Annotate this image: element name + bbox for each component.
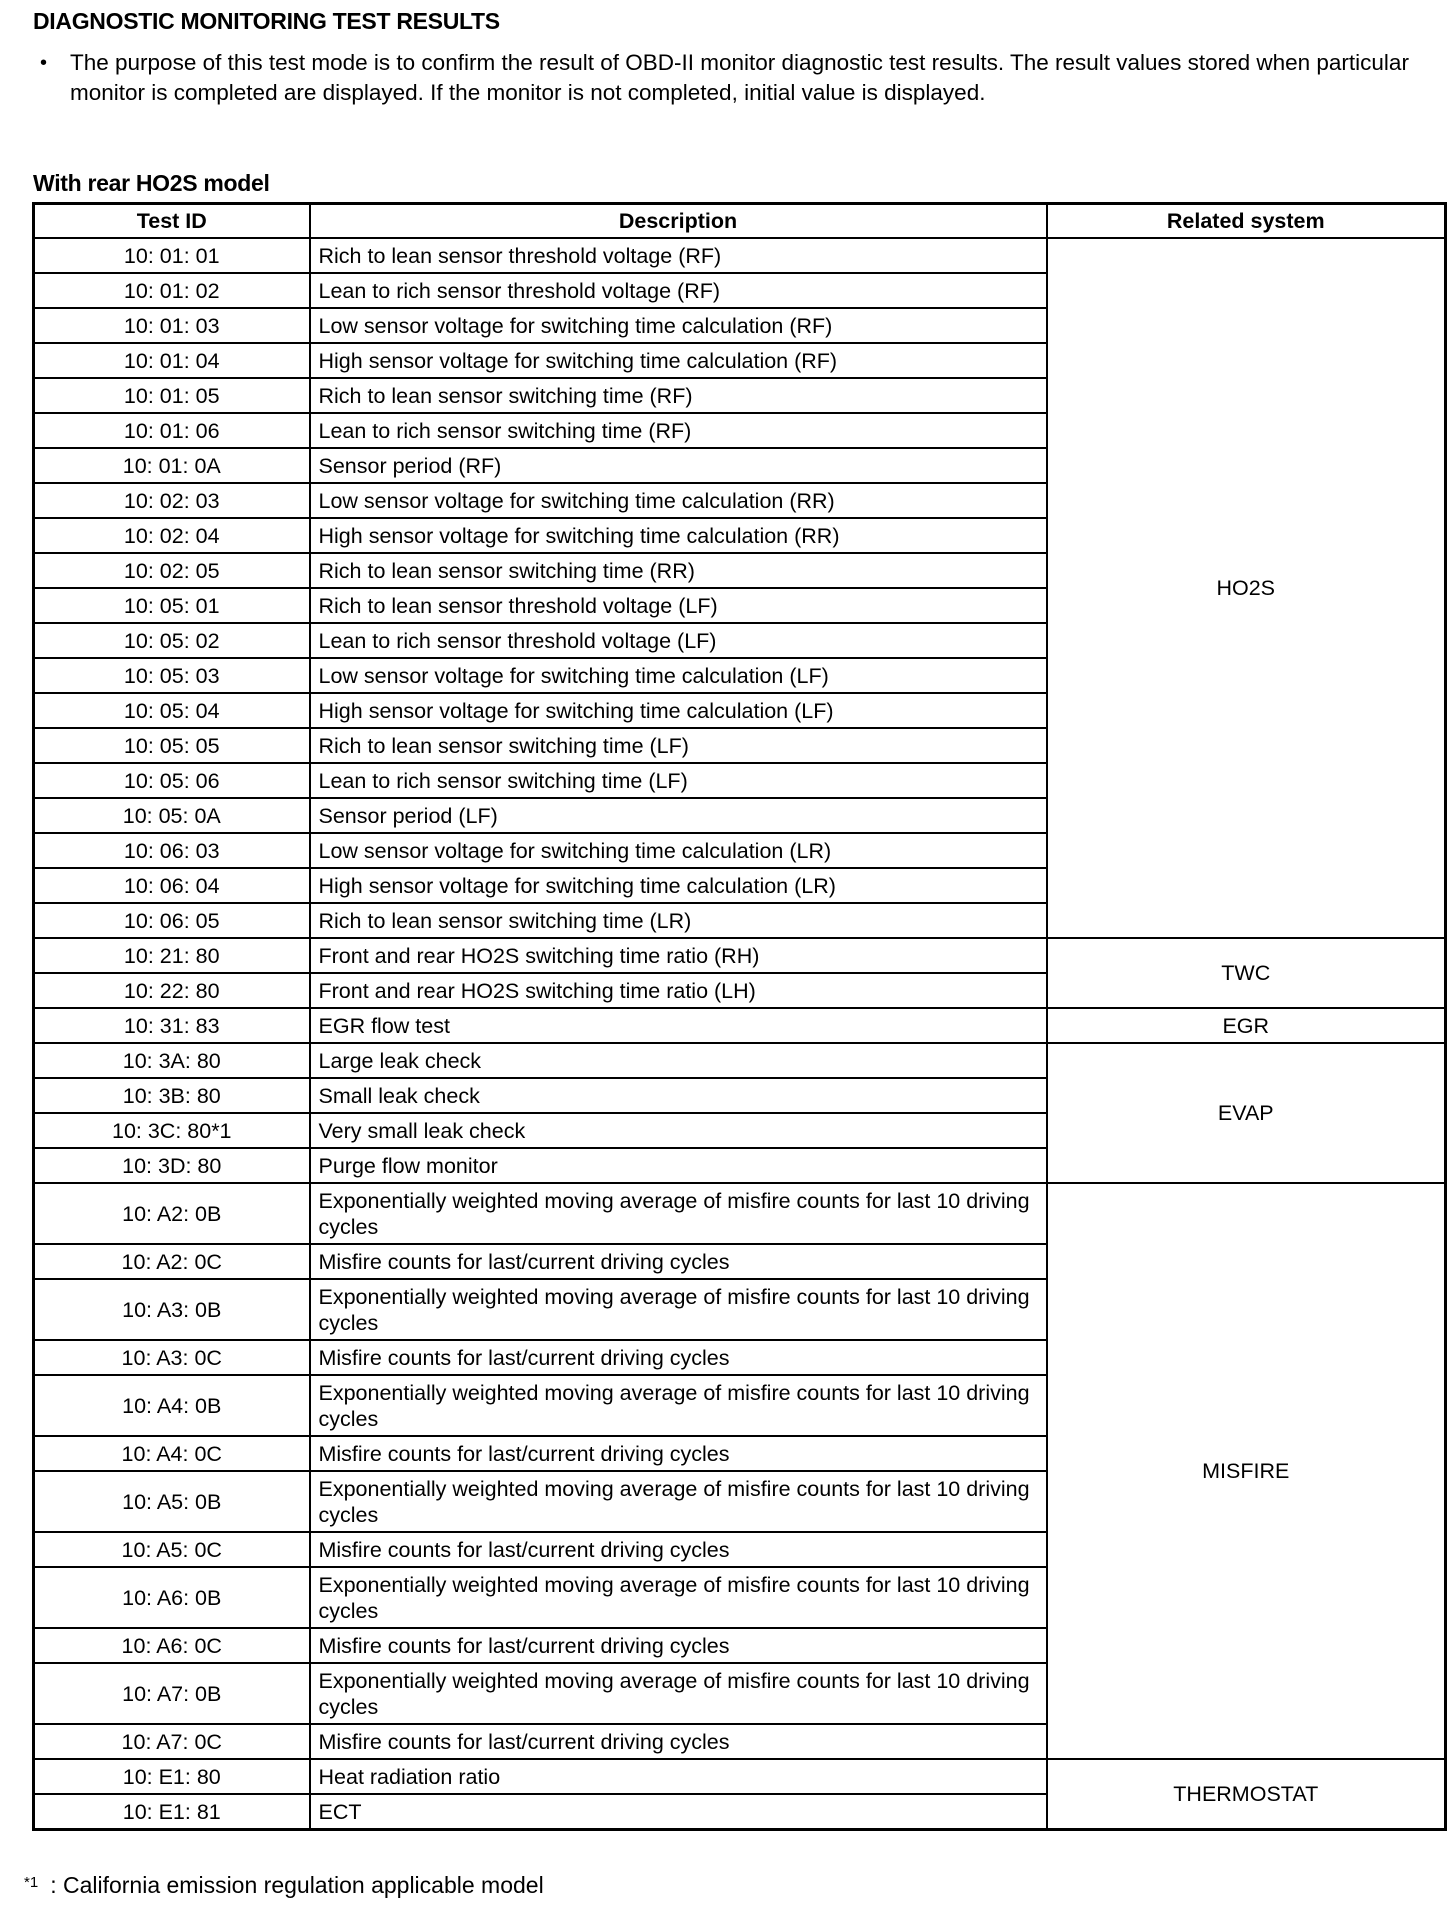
description-cell: EGR flow test (310, 1008, 1047, 1043)
table-row (34, 238, 1446, 273)
test-id-cell: 10: 05: 01 (34, 588, 310, 623)
test-id-cell: 10: 3C: 80*1 (34, 1113, 310, 1148)
test-id-cell: 10: 01: 03 (34, 308, 310, 343)
header-description: Description (310, 204, 1047, 239)
description-cell: Sensor period (LF) (310, 798, 1047, 833)
description-cell: Rich to lean sensor switching time (LF) (310, 728, 1047, 763)
table-row (34, 1043, 1446, 1078)
description-cell: Misfire counts for last/current driving cycles (310, 1244, 1047, 1279)
intro-text: The purpose of this test mode is to confirm the result of OBD-II monitor diagnostic test results. The result values stored when particular monitor is completed are displayed. If the monitor is not completed, initial value is displayed. (70, 50, 1409, 105)
test-id-cell: 10: A5: 0B (34, 1471, 310, 1532)
description-cell: Very small leak check (310, 1113, 1047, 1148)
test-id-cell: 10: 06: 04 (34, 868, 310, 903)
related-system-cell: HO2S (1047, 238, 1446, 938)
table-row (34, 1759, 1446, 1794)
test-id-cell: 10: 3D: 80 (34, 1148, 310, 1183)
test-id-cell: 10: E1: 81 (34, 1794, 310, 1830)
footnote-mark: *1 (24, 1874, 39, 1891)
description-cell: Exponentially weighted moving average of misfire counts for last 10 driving cycles (310, 1471, 1047, 1532)
table-row (34, 1008, 1446, 1043)
test-id-cell: 10: 05: 06 (34, 763, 310, 798)
test-id-cell: 10: A4: 0B (34, 1375, 310, 1436)
table-row (34, 1183, 1446, 1244)
test-id-cell: 10: A6: 0C (34, 1628, 310, 1663)
description-cell: Misfire counts for last/current driving cycles (310, 1628, 1047, 1663)
description-cell: Exponentially weighted moving average of misfire counts for last 10 driving cycles (310, 1375, 1047, 1436)
section-subtitle: With rear HO2S model (33, 170, 270, 196)
test-id-cell: 10: 21: 80 (34, 938, 310, 973)
test-id-cell: 10: 05: 0A (34, 798, 310, 833)
table-header-row (34, 204, 1446, 239)
description-cell: Low sensor voltage for switching time calculation (RR) (310, 483, 1047, 518)
description-cell: Lean to rich sensor threshold voltage (LF) (310, 623, 1047, 658)
description-cell: Lean to rich sensor switching time (LF) (310, 763, 1047, 798)
table-row (34, 938, 1446, 973)
description-cell: Lean to rich sensor switching time (RF) (310, 413, 1047, 448)
description-cell: High sensor voltage for switching time calculation (RF) (310, 343, 1047, 378)
test-id-cell: 10: 3B: 80 (34, 1078, 310, 1113)
header-test-id: Test ID (34, 204, 310, 239)
related-system-cell: THERMOSTAT (1047, 1759, 1446, 1830)
description-cell: Lean to rich sensor threshold voltage (RF) (310, 273, 1047, 308)
test-id-cell: 10: 3A: 80 (34, 1043, 310, 1078)
description-cell: Low sensor voltage for switching time calculation (LF) (310, 658, 1047, 693)
test-id-cell: 10: 02: 04 (34, 518, 310, 553)
test-id-cell: 10: A3: 0C (34, 1340, 310, 1375)
description-cell: Sensor period (RF) (310, 448, 1047, 483)
test-id-cell: 10: 02: 03 (34, 483, 310, 518)
test-id-cell: 10: 05: 05 (34, 728, 310, 763)
test-id-cell: 10: A4: 0C (34, 1436, 310, 1471)
description-cell: High sensor voltage for switching time calculation (RR) (310, 518, 1047, 553)
related-system-cell: EGR (1047, 1008, 1446, 1043)
test-id-cell: 10: A7: 0C (34, 1724, 310, 1759)
test-id-cell: 10: A6: 0B (34, 1567, 310, 1628)
description-cell: Misfire counts for last/current driving cycles (310, 1724, 1047, 1759)
footnote (24, 1872, 544, 1899)
related-system-cell: MISFIRE (1047, 1183, 1446, 1759)
description-cell: Low sensor voltage for switching time calculation (LR) (310, 833, 1047, 868)
test-id-cell: 10: E1: 80 (34, 1759, 310, 1794)
test-id-cell: 10: A5: 0C (34, 1532, 310, 1567)
description-cell: Rich to lean sensor threshold voltage (LF) (310, 588, 1047, 623)
related-system-cell: TWC (1047, 938, 1446, 1008)
description-cell: Front and rear HO2S switching time ratio (RH) (310, 938, 1047, 973)
test-results-table (32, 202, 1447, 1831)
description-cell: ECT (310, 1794, 1047, 1830)
description-cell: Small leak check (310, 1078, 1047, 1113)
description-cell: Front and rear HO2S switching time ratio (LH) (310, 973, 1047, 1008)
test-id-cell: 10: 05: 04 (34, 693, 310, 728)
test-id-cell: 10: A2: 0C (34, 1244, 310, 1279)
test-id-cell: 10: 22: 80 (34, 973, 310, 1008)
footnote-text: : California emission regulation applicable model (50, 1872, 544, 1898)
test-id-cell: 10: A2: 0B (34, 1183, 310, 1244)
page-title: DIAGNOSTIC MONITORING TEST RESULTS (33, 8, 500, 34)
description-cell: Misfire counts for last/current driving cycles (310, 1532, 1047, 1567)
description-cell: Exponentially weighted moving average of misfire counts for last 10 driving cycles (310, 1567, 1047, 1628)
test-id-cell: 10: 31: 83 (34, 1008, 310, 1043)
test-id-cell: 10: 05: 02 (34, 623, 310, 658)
description-cell: Misfire counts for last/current driving cycles (310, 1436, 1047, 1471)
intro-paragraph (40, 48, 1440, 108)
test-id-cell: 10: 01: 06 (34, 413, 310, 448)
description-cell: Exponentially weighted moving average of misfire counts for last 10 driving cycles (310, 1279, 1047, 1340)
description-cell: Exponentially weighted moving average of misfire counts for last 10 driving cycles (310, 1183, 1047, 1244)
description-cell: Misfire counts for last/current driving cycles (310, 1340, 1047, 1375)
test-id-cell: 10: 02: 05 (34, 553, 310, 588)
test-id-cell: 10: 01: 04 (34, 343, 310, 378)
description-cell: Exponentially weighted moving average of misfire counts for last 10 driving cycles (310, 1663, 1047, 1724)
description-cell: Heat radiation ratio (310, 1759, 1047, 1794)
description-cell: High sensor voltage for switching time calculation (LR) (310, 868, 1047, 903)
bullet-icon: • (40, 52, 48, 74)
test-id-cell: 10: 05: 03 (34, 658, 310, 693)
table-body (34, 238, 1446, 1830)
description-cell: Rich to lean sensor switching time (LR) (310, 903, 1047, 938)
header-related-system: Related system (1047, 204, 1446, 239)
description-cell: Low sensor voltage for switching time calculation (RF) (310, 308, 1047, 343)
description-cell: High sensor voltage for switching time calculation (LF) (310, 693, 1047, 728)
test-id-cell: 10: 01: 0A (34, 448, 310, 483)
description-cell: Large leak check (310, 1043, 1047, 1078)
description-cell: Purge flow monitor (310, 1148, 1047, 1183)
test-id-cell: 10: 01: 02 (34, 273, 310, 308)
description-cell: Rich to lean sensor switching time (RR) (310, 553, 1047, 588)
related-system-cell: EVAP (1047, 1043, 1446, 1183)
description-cell: Rich to lean sensor switching time (RF) (310, 378, 1047, 413)
test-id-cell: 10: 01: 05 (34, 378, 310, 413)
test-id-cell: 10: A7: 0B (34, 1663, 310, 1724)
test-id-cell: 10: 06: 03 (34, 833, 310, 868)
description-cell: Rich to lean sensor threshold voltage (RF) (310, 238, 1047, 273)
test-id-cell: 10: A3: 0B (34, 1279, 310, 1340)
test-id-cell: 10: 01: 01 (34, 238, 310, 273)
test-id-cell: 10: 06: 05 (34, 903, 310, 938)
